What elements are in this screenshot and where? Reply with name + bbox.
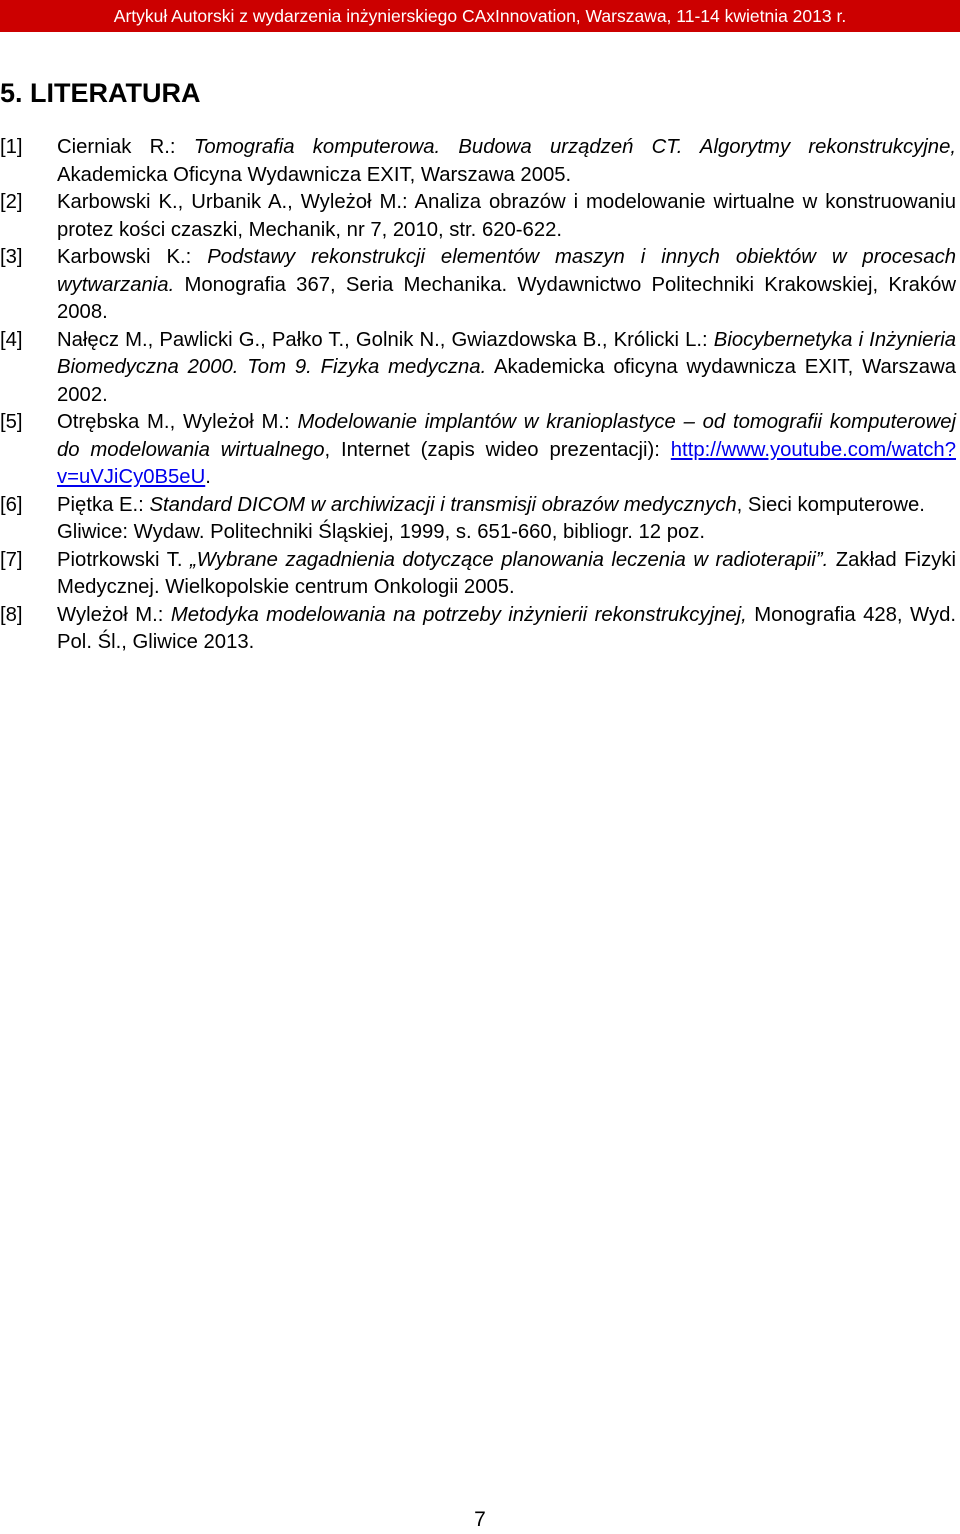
header-banner: Artykuł Autorski z wydarzenia inżynierskiego CAxInnovation, Warszawa, 11-14 kwietnia 2013 r. (0, 0, 960, 32)
reference-authors: Otrębska M., Wyleżoł M.: (57, 411, 298, 433)
reference-publisher: Zakład Fizyki Medycznej. Wielkopolskie centrum Onkologii 2005. (57, 548, 956, 598)
reference-title: Tomografia komputerowa. Budowa urządzeń CT. Algorytmy rekonstrukcyjne, (193, 136, 956, 158)
reference-tail: . (205, 466, 211, 488)
reference-authors: Karbowski K.: (57, 246, 208, 268)
reference-item (0, 409, 956, 492)
reference-title: „Wybrane zagadnienia dotyczące planowania leczenia w radioterapii”. (190, 548, 829, 571)
reference-number: [8] (0, 603, 23, 626)
reference-title: Biocybernetyka i Inżynieria Biomedyczna 2000. Tom 9. Fizyka medyczna. (57, 328, 956, 378)
reference-title: Podstawy rekonstrukcji elementów maszyn i innych obiektów w procesach wytwarzania. (57, 246, 956, 296)
page-number: 7 (474, 1508, 486, 1531)
reference-title: Standard DICOM w archiwizacji i transmisji obrazów medycznych (149, 493, 737, 516)
section-title: 5. LITERATURA (0, 78, 201, 108)
reference-authors: Piotrkowski T. (57, 548, 191, 571)
reference-authors: Cierniak R.: (57, 136, 194, 158)
reference-publisher: Akademicka Oficyna Wydawnicza EXIT, Warszawa 2005. (57, 163, 572, 186)
reference-publisher: , Sieci komputerowe. Gliwice: Wydaw. Politechniki Śląskiej, 1999, s. 651-660, bibliogr. 12 poz. (57, 493, 925, 543)
reference-item (0, 547, 956, 602)
reference-item (0, 327, 956, 410)
reference-number: [1] (0, 136, 23, 158)
reference-text (57, 547, 956, 602)
reference-publisher: Monografia 428, Wyd. Pol. Śl., Gliwice 2013. (57, 603, 956, 653)
reference-number: [4] (0, 328, 23, 351)
reference-title: Modelowanie implantów w kranioplastyce – od tomografii komputerowej do modelowania wirtualnego (57, 411, 957, 461)
reference-title: Metodyka modelowania na potrzeby inżynierii rekonstrukcyjnej, (170, 603, 747, 626)
reference-item (0, 134, 956, 189)
reference-publisher: Analiza obrazów i modelowanie wirtualne w konstruowaniu protez kości czaszki, Mechanik, nr 7, 2010, str. 620-622. (57, 191, 956, 241)
reference-number: [6] (0, 493, 23, 516)
reference-text (57, 244, 956, 327)
reference-publisher: Monografia 367, Seria Mechanika. Wydawnictwo Politechniki Krakowskiej, Kraków 2008. (57, 273, 956, 323)
reference-authors: Piętka E.: (57, 493, 150, 516)
reference-authors: Nałęcz M., Pawlicki G., Pałko T., Golnik N., Gwiazdowska B., Królicki L.: (57, 328, 714, 351)
reference-text (57, 134, 956, 189)
reference-number: [7] (0, 548, 23, 571)
reference-item (0, 602, 956, 657)
reference-text (57, 189, 956, 244)
reference-text (57, 409, 956, 492)
reference-item (0, 189, 956, 244)
reference-text (57, 492, 956, 547)
reference-authors: Wyleżoł M.: (57, 603, 171, 626)
reference-number: [2] (0, 191, 23, 213)
reference-list (0, 134, 956, 657)
youtube-link[interactable]: http://www.youtube.com/watch?v=uVJiCy0B5eU (57, 438, 956, 488)
reference-publisher: , Internet (zapis wideo prezentacji): (324, 438, 671, 461)
reference-publisher: Akademicka oficyna wydawnicza EXIT, Warszawa 2002. (57, 356, 957, 406)
reference-authors: Karbowski K., Urbanik A., Wyleżoł M.: (57, 191, 415, 213)
reference-number: [5] (0, 411, 23, 433)
reference-item (0, 244, 956, 327)
reference-item (0, 492, 956, 547)
reference-text (57, 602, 956, 657)
reference-text (57, 327, 956, 410)
reference-number: [3] (0, 246, 23, 268)
